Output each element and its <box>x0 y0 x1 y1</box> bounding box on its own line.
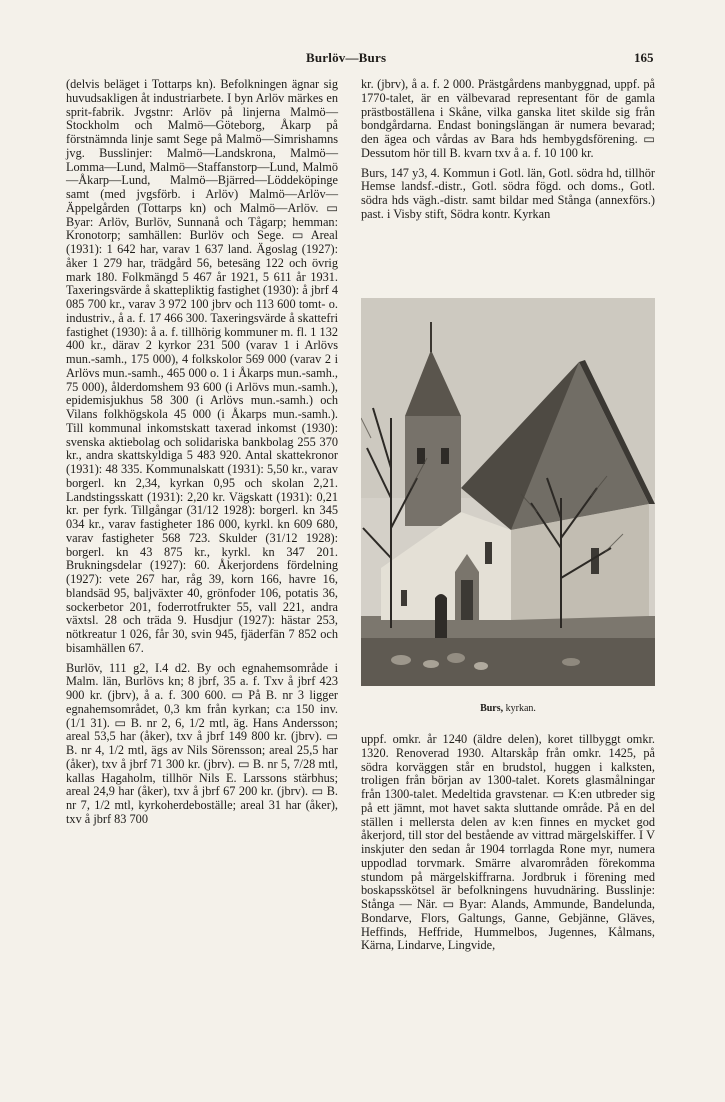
entry-burlov-by-continued: kr. (jbrv), å a. f. 2 000. Prästgårdens manbyggnad, uppf. på 1770-talet, är en välbevarad representant för de gamla prästboställena i Skåne, vilka ganska litet skilde sig från bondgårdarna. Endast boningslängan är numera bevarad; den ägea och vårdas av Bara hds hembygdsförening. ▭ Dessutom hör till B. kvarn txv å a. f. 10 100 kr. <box>361 77 655 160</box>
left-column <box>66 78 338 827</box>
photo-caption <box>361 703 655 714</box>
entry-burlov-by: Burlöv, 111 g2, I.4 d2. By och egnahemsområde i Malm. län, Burlövs kn; 8 jbrf, 35 a. f. Txv å jbrf 423 900 kr. (jbrv), å a. f. 300 600. ▭ På B. nr 3 ligger egnahemsområdet, 0,3 km från kyrkan; c:a 150 inv. (1/1 31). ▭ B. nr 2, 6, 1/2 mtl, äg. Hans Andersson; areal 53,5 har (åker), txv å jbrf 149 800 kr. (jbrv). ▭ B. nr 4, 1/2 mtl, ägs av Nils Sörensson; areal 25,5 har (åker), txv å jbrf 71 300 kr. (jbrv). ▭ B. nr 5, 7/28 mtl, kallas Hagaholm, tillhör Nils E. Larssons stärbhus; areal 24,9 har (åker), txv å jbrf 67 200 kr. (jbrv). ▭ B. nr 7, 1/2 mtl, kyrkoherdeboställe; areal 31 har (åker), txv å jbrf 83 700 <box>66 660 338 826</box>
church-illustration <box>361 298 655 686</box>
entry-burs: Burs, 147 y3, 4. Kommun i Gotl. län, Gotl. södra hd, tillhör Hemse landsf.-distr., Gotl. södra fögd. och doms., Gotl. södra hds vägh.-distr. samt bildar med Stånga (annexförs.) past. i Visby stift, Södra kontr. Kyrkan <box>361 165 655 221</box>
header-title: Burlöv—Burs <box>306 50 387 65</box>
running-header <box>0 50 725 70</box>
right-column-top <box>361 78 655 222</box>
page-number: 165 <box>634 50 654 65</box>
church-photo <box>361 298 655 686</box>
entry-burlov-continued: (delvis beläget i Tottarps kn). Befolkningen ägnar sig huvudsakligen åt industriarbete. I byn Arlöv märkes en sprit-fabrik. Jvgstnr: Arlöv på linjerna Malmö—Stockholm och Malmö—Göteborg, Åkarp på förstnämnda linje samt Sege på Malmö—Simrishamns jvg. Busslinjer: Malmö—Landskrona, Malmö—Lomma—Lund, Malmö—Staffanstorp—Lund, Malmö—Åkarp—Lund, Malmö—Bjärred—Löddeköpinge samt (med jvgsförb. i Arlöv) Malmö—Arlöv—Äppelgården (Tottarps kn) och Malmö—Arlöv. ▭ Byar: Arlöv, Burlöv, Sunnanå och Tågarp; hemman: Kronotorp; samhällen: Burlöv och Sege. ▭ Areal (1931): 1 642 har, varav 1 637 land. Ägoslag (1927): åker 1 279 har, trädgård 56, betesäng 122 och övrig mark 180. Folkmängd 5 467 år 1921, 5 611 år 1931. Taxeringsvärde å skattepliktig fastighet (1930): å jbrf 4 085 700 kr., varav 3 972 100 jbrv och 113 600 tomt- o. industriv., å a. f. 17 466 300. Taxeringsvärde å skattefri fastighet (1930): å a. f. tillhörig kommuner m. fl. 1 132 400 kr., därav 2 kyrkor 231 500 (varav 1 i Arlövs mun.-samh., 175 000), 4 folkskolor 569 000 (varav 2 i Arlövs mun.-samh., 465 000 o. 1 i Åkarps mun.-samh., 75 000), ålderdomshem 93 600 (i Arlövs mun.-samh.), epidemisjukhus 58 300 (i Arlövs mun.-samh.) och Vilans folkhögskola 45 000 (i Åkarps mun.-samh.). Till kommunal inkomstskatt taxerad inkomst (1930): svenska aktiebolag och solidariska bankbolag 255 370 kr., andra skattskyldiga 5 483 920. Antal skattekronor (1931): 48 335. Kommunalskatt (1931): 5,50 kr., varav borgerl. kn 2,34, kyrkan 0,95 och skolan 2,21. Landstingsskatt (1931): 2,20 kr. Vägskatt (1931): 0,21 kr. per fyrk. Tillgångar (31/12 1928): borgerl. kn 345 034 kr., varav fastigheter 186 000, kyrkl. kn 609 680, varav fastigheter 568 723. Skulder (31/12 1928): borgerl. kn 43 875 kr., kyrkl. kn 347 201. Brukningsdelar (1927): 60. Åkerjordens fördelning (1927): vete 267 har, råg 39, korn 166, havre 16, blandsäd 95, baljväxter 40, grönfoder 106, potatis 36, sockerbetor 201, foderrotfrukter 55, vall 221, andra växtsl. 28 och träda 9. Husdjur (1927): hästar 253, nötkreatur 1 026, får 30, svin 945, fjäderfän 7 852 och bisamhällen 67. <box>66 77 338 655</box>
caption-text: kyrkan. <box>505 703 536 714</box>
caption-name: Burs, <box>480 703 504 714</box>
entry-burs-continued: uppf. omkr. år 1240 (äldre delen), koret tillbyggt omkr. 1320. Renoverad 1930. Altarskåp från omkr. 1425, på södra korväggen står en brudstol, huggen i kalksten, troligen från början av 1300-talet. Korets glasmålningar från 1300-talet. Medeltida gravstenar. ▭ K:en utbreder sig på ett jämnt, mot havet sakta sluttande område. På en del ställen i mellersta delen av k:en finnes en mycket god åkerjord, till stor del bestående av vittrad märgelskiffer. I V inskjuter den sedan år 1904 torrlagda Rone myr, numera uppodlad torvmark. Smärre alvarområden förekomma stundom på märgelskiffrarna. Jordbruk i förening med boskapsskötsel är befolkningens huvudnäring. Busslinje: Stånga — När. ▭ Byar: Alands, Ammunde, Bandelunda, Bondarve, Flors, Galtungs, Ganne, Gebjänne, Gläves, Heffinds, Heffride, Hummelbos, Jugennes, Kålmans, Kärna, Lindarve, Lingvide, <box>361 732 655 953</box>
right-column-bottom <box>361 733 655 953</box>
